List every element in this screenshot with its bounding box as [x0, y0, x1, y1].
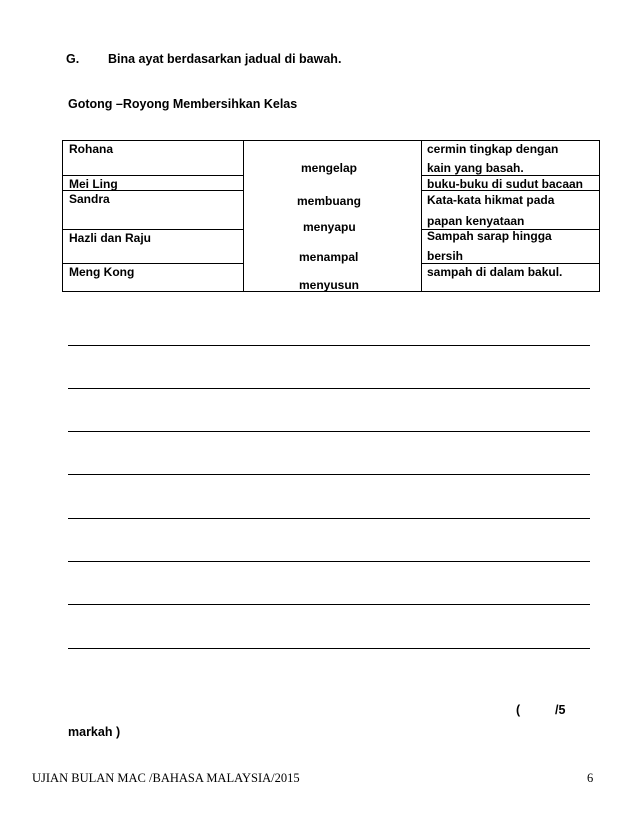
answer-line[interactable]	[68, 431, 590, 432]
answer-line[interactable]	[68, 604, 590, 605]
table-row-divider	[63, 229, 243, 230]
table-object-cell: buku-buku di sudut bacaan	[427, 177, 584, 191]
table-object-cell: Kata-kata hikmat pada	[427, 193, 555, 207]
table-object-cell: kain yang basah.	[427, 161, 524, 175]
table-title: Gotong –Royong Membersihkan Kelas	[68, 97, 298, 111]
table-row-divider	[421, 175, 599, 176]
answer-line[interactable]	[68, 345, 590, 346]
table-verb-cell: mengelap	[301, 161, 358, 175]
question-number: G.	[66, 52, 80, 66]
table-row-divider	[421, 263, 599, 264]
answer-line[interactable]	[68, 474, 590, 475]
marks-label: markah )	[68, 725, 121, 739]
answer-line[interactable]	[68, 518, 590, 519]
table-object-cell: Sampah sarap hingga	[427, 229, 552, 243]
table-object-cell: papan kenyataan	[427, 214, 525, 228]
question-instruction: Bina ayat berdasarkan jadual di bawah.	[108, 52, 342, 66]
table-row-divider	[63, 263, 243, 264]
footer-exam-title: UJIAN BULAN MAC /BAHASA MALAYSIA/2015	[32, 771, 300, 785]
table-name-cell: Hazli dan Raju	[69, 231, 152, 245]
table-object-cell: sampah di dalam bakul.	[427, 265, 563, 279]
marks-total: /5	[555, 703, 566, 717]
table-column-divider	[421, 141, 422, 291]
answer-line[interactable]	[68, 561, 590, 562]
answer-line[interactable]	[68, 648, 590, 649]
table-name-cell: Mei Ling	[69, 177, 118, 191]
table-verb-cell: menampal	[299, 250, 359, 264]
marks-open-bracket: (	[516, 703, 521, 717]
table-object-cell: bersih	[427, 249, 464, 263]
table-name-cell: Sandra	[69, 192, 110, 206]
table-row-divider	[63, 175, 243, 176]
substitution-table	[62, 140, 600, 292]
table-verb-cell: menyapu	[303, 220, 356, 234]
table-verb-cell: menyusun	[299, 278, 360, 292]
answer-line[interactable]	[68, 388, 590, 389]
page-number: 6	[587, 771, 594, 785]
table-verb-cell: membuang	[297, 194, 362, 208]
table-column-divider	[243, 141, 244, 291]
table-name-cell: Rohana	[69, 142, 114, 156]
table-object-cell: cermin tingkap dengan	[427, 142, 559, 156]
table-name-cell: Meng Kong	[69, 265, 135, 279]
